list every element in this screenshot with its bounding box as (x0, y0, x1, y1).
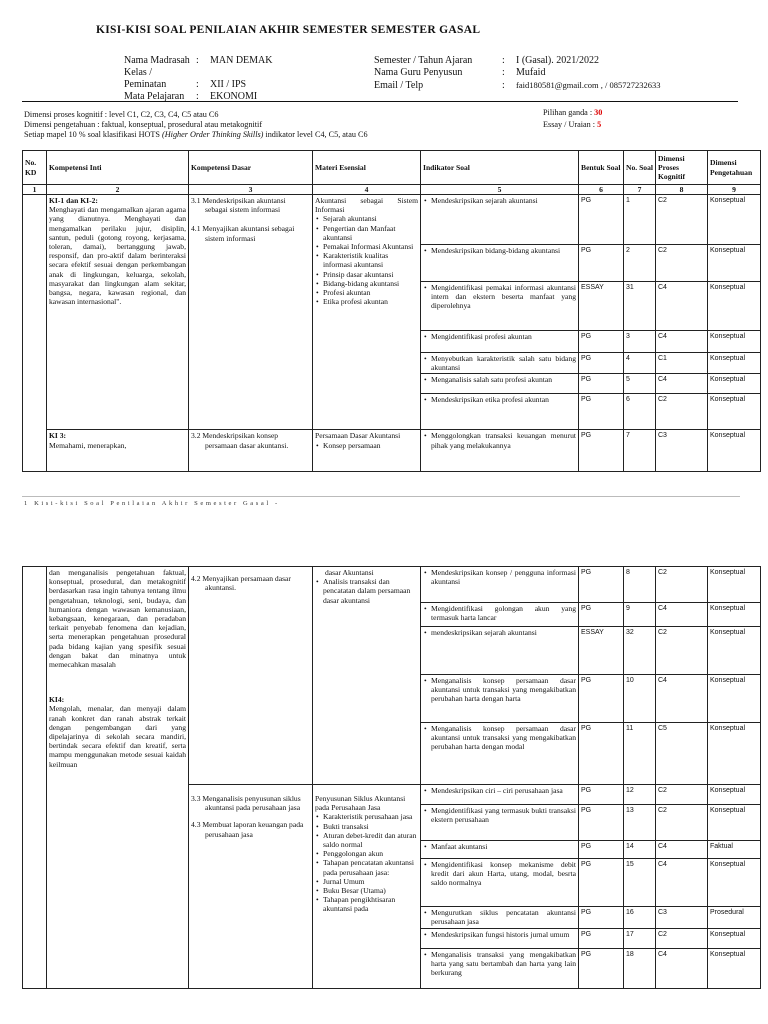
column-number: 5 (421, 185, 579, 195)
kd-item: 3.3 Menganalisis penyusunan siklus akuntansi pada perusahaan jasa (191, 794, 301, 813)
bentuk-soal-cell: PG (579, 374, 624, 394)
bentuk-soal-cell: ESSAY (579, 282, 624, 331)
header-cell: No. KD (23, 151, 47, 185)
no-soal-cell: 17 (624, 929, 656, 949)
no-soal-cell: 32 (624, 627, 656, 675)
meta-value: XII / IPS (210, 79, 247, 90)
header-cell: No. Soal (624, 151, 656, 185)
header-cell: Kompetensi Dasar (189, 151, 313, 185)
materi-item: • Buku Besar (Utama) (323, 886, 418, 895)
indikator-cell: • Mengidentifikasi yang termasuk bukti transaksi ekstern perusahaan (421, 805, 579, 841)
indikator-cell: • Mengidentifikasi profesi akuntan (421, 331, 579, 353)
meta-label: Mata Pelajaran (124, 91, 185, 102)
dimensi-kognitif-cell: C1 (656, 353, 708, 374)
info-pg (543, 108, 602, 118)
dimensi-kognitif-cell: C2 (656, 805, 708, 841)
essay-label: Essay / Uraian : (543, 120, 596, 129)
no-soal-cell: 14 (624, 841, 656, 859)
materi-title: Persamaan Dasar Akuntansi (315, 431, 401, 441)
materi-item: • Tahapan pencatatan akuntansi pada perusahaan jasa: (323, 858, 418, 876)
info-essay (543, 120, 601, 130)
dimensi-kognitif-cell: C4 (656, 675, 708, 723)
info-hots-a: Setiap mapel 10 % soal klasifikasi HOTS (24, 130, 163, 139)
materi-esensial-cell (313, 785, 421, 989)
info-hots (24, 130, 368, 140)
materi-item: • Konsep persamaan (323, 441, 418, 450)
info-cognitive: Dimensi proses kognitif : level C1, C2, C3, C4, C5 atau C6 (24, 110, 219, 119)
no-soal-cell: 9 (624, 603, 656, 627)
indikator-cell: • Manfaat akuntansi (421, 841, 579, 859)
column-number: 9 (708, 185, 761, 195)
dimensi-kognitif-cell: C4 (656, 282, 708, 331)
column-number-row (23, 185, 761, 195)
dimensi-pengetahuan-cell: Konseptual (708, 374, 761, 394)
info-hots-b: (Higher Order Thinking Skills) (162, 130, 264, 139)
bentuk-soal-cell: PG (579, 567, 624, 603)
materi-item: • Bidang-bidang akuntansi (323, 279, 418, 288)
no-kd-cell (23, 195, 47, 472)
materi-list (315, 812, 418, 913)
header-cell: Bentuk Soal (579, 151, 624, 185)
indikator-cell: • Mendeskripsikan bidang-bidang akuntansi (421, 245, 579, 282)
kd-item: 4.2 Menyajikan persamaan dasar akuntansi. (191, 574, 291, 593)
bentuk-soal-cell: PG (579, 929, 624, 949)
dimensi-pengetahuan-cell: Konseptual (708, 567, 761, 603)
kompetensi-dasar-cell (189, 567, 313, 785)
kd-item: 4.1 Menyajikan akuntansi sebagai sistem informasi (191, 224, 295, 243)
indikator-cell: • Mendeskripsikan ciri – ciri perusahaan jasa (421, 785, 579, 805)
indikator-cell: • Menggolongkan transaksi keuangan menurut pihak yang melakukannya (421, 430, 579, 472)
materi-item: • Aturan debet-kredit dan aturan saldo normal (323, 831, 418, 849)
meta-label: Kelas / Peminatan (124, 67, 167, 90)
dimensi-kognitif-cell: C4 (656, 374, 708, 394)
no-soal-cell: 31 (624, 282, 656, 331)
indikator-cell: • Menganalisis salah satu profesi akuntan (421, 374, 579, 394)
header-cell: Dimensi Proses Kognitif (656, 151, 708, 185)
indikator-cell: • Mengidentifikasi konsep mekanisme debit kredit dari akun Harta, utang, modal, besrta saldo normalnya (421, 859, 579, 907)
ki3-title: KI 3: (49, 431, 67, 441)
no-soal-cell: 2 (624, 245, 656, 282)
meta-value: EKONOMI (210, 91, 258, 102)
column-number: 4 (313, 185, 421, 195)
document-title: KISI-KISI SOAL PENILAIAN AKHIR SEMESTER SEMESTER GASAL (96, 24, 481, 36)
meta-label: Email / Telp (374, 80, 424, 91)
materi-esensial-cell (313, 195, 421, 430)
materi-esensial-cell (313, 430, 421, 472)
spacer (49, 669, 186, 695)
materi-title: Akuntansi sebagai Sistem Informasi (315, 196, 418, 215)
bentuk-soal-cell: PG (579, 245, 624, 282)
no-soal-cell: 4 (624, 353, 656, 374)
dimensi-pengetahuan-cell: Konseptual (708, 394, 761, 430)
dimensi-pengetahuan-cell: Konseptual (708, 723, 761, 785)
dimensi-kognitif-cell: C3 (656, 907, 708, 929)
dimensi-kognitif-cell: C2 (656, 785, 708, 805)
header-cell: Kompetensi Inti (47, 151, 189, 185)
table-row (23, 430, 761, 472)
spacer (191, 214, 310, 224)
kd-item: 3.1 Mendeskripsikan akuntansi sebagai sistem informasi (191, 196, 286, 215)
materi-title: Penyusunan Siklus Akuntansi pada Perusahaan Jasa (315, 794, 406, 813)
dimensi-pengetahuan-cell: Konseptual (708, 331, 761, 353)
meta-label: Nama Guru Penyusun (374, 67, 463, 78)
materi-item: • Pemakai Informasi Akuntansi (323, 242, 418, 251)
column-number: 2 (47, 185, 189, 195)
bentuk-soal-cell: PG (579, 394, 624, 430)
spacer (191, 812, 310, 820)
dimensi-pengetahuan-cell: Konseptual (708, 430, 761, 472)
kd-item: 3.2 Mendeskripsikan konsep persamaan dasar akuntansi. (191, 431, 289, 450)
materi-item: • Sejarah akuntansi (323, 214, 418, 223)
bentuk-soal-cell: ESSAY (579, 627, 624, 675)
indikator-cell: • Mengurutkan siklus pencatatan akuntansi perusahaan jasa (421, 907, 579, 929)
pg-label: Pilihan ganda : (543, 108, 593, 117)
dimensi-kognitif-cell: C4 (656, 949, 708, 989)
info-hots-c: indikator level C4, C5, atau C6 (263, 130, 368, 139)
indikator-cell: • Menyebutkan karakteristik salah satu bidang akuntansi (421, 353, 579, 374)
dimensi-pengetahuan-cell: Konseptual (708, 627, 761, 675)
no-soal-cell: 1 (624, 195, 656, 245)
no-soal-cell: 12 (624, 785, 656, 805)
materi-item: • Analisis transaksi dan pencatatan dalam persamaan dasar akuntansi (323, 577, 418, 605)
indikator-cell: • Menganalisis konsep persamaan dasar akuntansi untuk transaksi yang mengakibatkan perubahan harta dengan modal (421, 723, 579, 785)
column-number: 3 (189, 185, 313, 195)
ki3-text: Memahami, menerapkan, (49, 440, 127, 450)
materi-item: • Karakteristik kualitas informasi akuntansi (323, 251, 418, 269)
materi-item: • Jurnal Umum (323, 877, 418, 886)
materi-item: • Karakteristik perusahaan jasa (323, 812, 418, 821)
dimensi-pengetahuan-cell: Konseptual (708, 929, 761, 949)
dimensi-pengetahuan-cell: Konseptual (708, 282, 761, 331)
meta-value: MAN DEMAK (210, 55, 273, 66)
header-cell: Materi Esensial (313, 151, 421, 185)
bentuk-soal-cell: PG (579, 353, 624, 374)
bentuk-soal-cell: PG (579, 841, 624, 859)
dimensi-kognitif-cell: C4 (656, 859, 708, 907)
no-kd-cell (23, 567, 47, 989)
dimensi-pengetahuan-cell: Prosedural (708, 907, 761, 929)
bentuk-soal-cell: PG (579, 859, 624, 907)
dimensi-kognitif-cell: C4 (656, 841, 708, 859)
dimensi-pengetahuan-cell: Konseptual (708, 603, 761, 627)
no-soal-cell: 8 (624, 567, 656, 603)
dimensi-pengetahuan-cell: Konseptual (708, 675, 761, 723)
materi-list (315, 214, 418, 306)
dimensi-pengetahuan-cell: Konseptual (708, 785, 761, 805)
bentuk-soal-cell: PG (579, 805, 624, 841)
materi-item: • Etika profesi akuntan (323, 297, 418, 306)
dimensi-kognitif-cell: C2 (656, 394, 708, 430)
bentuk-soal-cell: PG (579, 723, 624, 785)
indikator-cell: • Mendeskripsikan etika profesi akuntan (421, 394, 579, 430)
footer-rule (22, 496, 740, 497)
no-soal-cell: 3 (624, 331, 656, 353)
bentuk-soal-cell: PG (579, 675, 624, 723)
kisi-kisi-table-page-1 (22, 150, 761, 472)
indikator-cell: • Menganalisis konsep persamaan dasar akuntansi untuk transaksi yang mengakibatkan perubahan harta dengan harta (421, 675, 579, 723)
dimensi-pengetahuan-cell: Konseptual (708, 949, 761, 989)
indikator-cell: • Mengidentifikasi pemakai informasi akuntansi intern dan ekstern beserta manfaat yang diperolehnya (421, 282, 579, 331)
table-row (23, 567, 761, 603)
no-soal-cell: 15 (624, 859, 656, 907)
ki-text: Menghayati dan mengamalkan ajaran agama yang dianutnya. Menghayati dan mengamalkan perilaku jujur, disiplin, santun, peduli (gotong royong, kerjasama, toleran, damai), bertanggung jawab, responsif, dan pro-aktif dalam berinteraksi secara efektif sesuai dengan perkembangan anak di lingkungan, keluarga, sekolah, masyarakat dan lingkungan alam sekitar, bangsa, negara, kawasan regional, dan kawasan internasional". (49, 205, 186, 307)
bentuk-soal-cell: PG (579, 949, 624, 989)
meta-left: Nama Madrasah : MAN DEMAK Kelas / Peminatan : XII / IPS Mata Pelajaran : EKONOMI (124, 55, 273, 102)
materi-esensial-cell (313, 567, 421, 785)
no-soal-cell: 5 (624, 374, 656, 394)
no-soal-cell: 18 (624, 949, 656, 989)
bentuk-soal-cell: PG (579, 430, 624, 472)
kompetensi-inti-cell (47, 430, 189, 472)
dimensi-pengetahuan-cell: Konseptual (708, 859, 761, 907)
dimensi-kognitif-cell: C2 (656, 627, 708, 675)
dimensi-pengetahuan-cell: Konseptual (708, 805, 761, 841)
essay-value: 5 (597, 120, 602, 129)
dimensi-pengetahuan-cell: Konseptual (708, 195, 761, 245)
meta-label: Semester / Tahun Ajaran (374, 55, 473, 66)
dimensi-kognitif-cell: C2 (656, 929, 708, 949)
kd-item: 4.3 Membuat laporan keuangan pada perusahaan jasa (191, 820, 304, 839)
pg-value: 30 (594, 108, 603, 117)
dimensi-pengetahuan-cell: Konseptual (708, 245, 761, 282)
materi-item: • Penggolongan akun (323, 849, 418, 858)
bentuk-soal-cell: PG (579, 907, 624, 929)
materi-list (315, 441, 418, 450)
ki4-text: Mengolah, menalar, dan menyaji dalam ranah konkret dan ranah abstrak terkait dengan pengembangan dari yang dipelajarinya di sekolah secara mandiri, bertindak secara efektif dan kreatif, serta mampu menggunakan metode sesuai kaidah keilmuan (49, 704, 186, 769)
indikator-cell: • Mendeskripsikan sejarah akuntansi (421, 195, 579, 245)
dimensi-kognitif-cell: C5 (656, 723, 708, 785)
header-rule (22, 101, 738, 102)
ki-title: KI-1 dan KI-2: (49, 196, 98, 205)
materi-list (315, 577, 418, 605)
materi-item: • Bukti transaksi (323, 822, 418, 831)
bentuk-soal-cell: PG (579, 603, 624, 627)
dimensi-pengetahuan-cell: Faktual (708, 841, 761, 859)
indikator-cell: • mendeskripsikan sejarah akuntansi (421, 627, 579, 675)
no-soal-cell: 7 (624, 430, 656, 472)
indikator-cell: • Mendeskripsikan fungsi historis jurnal umum (421, 929, 579, 949)
table-header-row (23, 151, 761, 185)
materi-item: • Profesi akuntan (323, 288, 418, 297)
page-footer: 1 Kisi-kisi Soal Penilaian Akhir Semester Gasal - (24, 500, 280, 507)
no-soal-cell: 6 (624, 394, 656, 430)
kompetensi-dasar-cell (189, 430, 313, 472)
kompetensi-inti-cell (47, 567, 189, 989)
dimensi-pengetahuan-cell: Konseptual (708, 353, 761, 374)
materi-item: • Pengertian dan Manfaat akuntansi (323, 224, 418, 242)
ki-text: dan menganalisis pengetahuan faktual, konseptual, prosedural, dan metakognitif berdasarkan rasa ingin tahunya tentang ilmu pengetahuan, teknologi, seni, budaya, dan humaniora dengan wawasan kemanusiaan, kebangsaan, kenegaraan, dan peradaban terkait penyebab fenomena dan kejadian, serta menerapkan pengetahuan prosedural pada bidang kajian yang spesifik sesuai dengan bakat dan minatnya untuk memecahkan masalah (49, 568, 186, 670)
ki4-title: KI4: (49, 695, 65, 705)
info-knowledge: Dimensi pengetahuan : faktual, konseptual, prosedural atau metakognitif (24, 120, 263, 129)
no-soal-cell: 10 (624, 675, 656, 723)
header-cell: Indikator Soal (421, 151, 579, 185)
column-number: 8 (656, 185, 708, 195)
dimensi-kognitif-cell: C3 (656, 430, 708, 472)
no-soal-cell: 13 (624, 805, 656, 841)
no-soal-cell: 11 (624, 723, 656, 785)
meta-right: Semester / Tahun Ajaran : I (Gasal). 2021/2022 Nama Guru Penyusun : Mufaid Email / Telp : faid180581@gmail.com , / 085727232633 (374, 55, 661, 91)
no-soal-cell: 16 (624, 907, 656, 929)
meta-label: Nama Madrasah (124, 55, 190, 66)
kompetensi-dasar-cell (189, 195, 313, 430)
materi-lead: dasar Akuntansi (325, 568, 374, 577)
column-number: 6 (579, 185, 624, 195)
dimensi-kognitif-cell: C4 (656, 331, 708, 353)
indikator-cell: • Menganalisis transaksi yang mengakibatkan harta yang satu bertambah dan harta yang lain berkurang (421, 949, 579, 989)
bentuk-soal-cell: PG (579, 331, 624, 353)
meta-value: Mufaid (516, 67, 546, 78)
meta-value: faid180581@gmail.com , / 085727232633 (516, 80, 661, 90)
indikator-cell: • Mendeskripsikan konsep / pengguna informasi akuntansi (421, 567, 579, 603)
meta-value: I (Gasal). 2021/2022 (516, 55, 600, 66)
kompetensi-dasar-cell (189, 785, 313, 989)
column-number: 1 (23, 185, 47, 195)
header-cell: Dimensi Pengetahuan (708, 151, 761, 185)
dimensi-kognitif-cell: C2 (656, 195, 708, 245)
dimensi-kognitif-cell: C2 (656, 245, 708, 282)
bentuk-soal-cell: PG (579, 195, 624, 245)
dimensi-kognitif-cell: C2 (656, 567, 708, 603)
materi-item: • Prinsip dasar akuntansi (323, 270, 418, 279)
materi-item: • Tahapan pengikhtisaran akuntansi pada (323, 895, 418, 913)
kompetensi-inti-cell (47, 195, 189, 430)
bentuk-soal-cell: PG (579, 785, 624, 805)
indikator-cell: • Mengidentifikasi golongan akun yang termasuk harta lancar (421, 603, 579, 627)
dimensi-kognitif-cell: C4 (656, 603, 708, 627)
table-row (23, 195, 761, 245)
kisi-kisi-table-page-2 (22, 566, 761, 989)
column-number: 7 (624, 185, 656, 195)
